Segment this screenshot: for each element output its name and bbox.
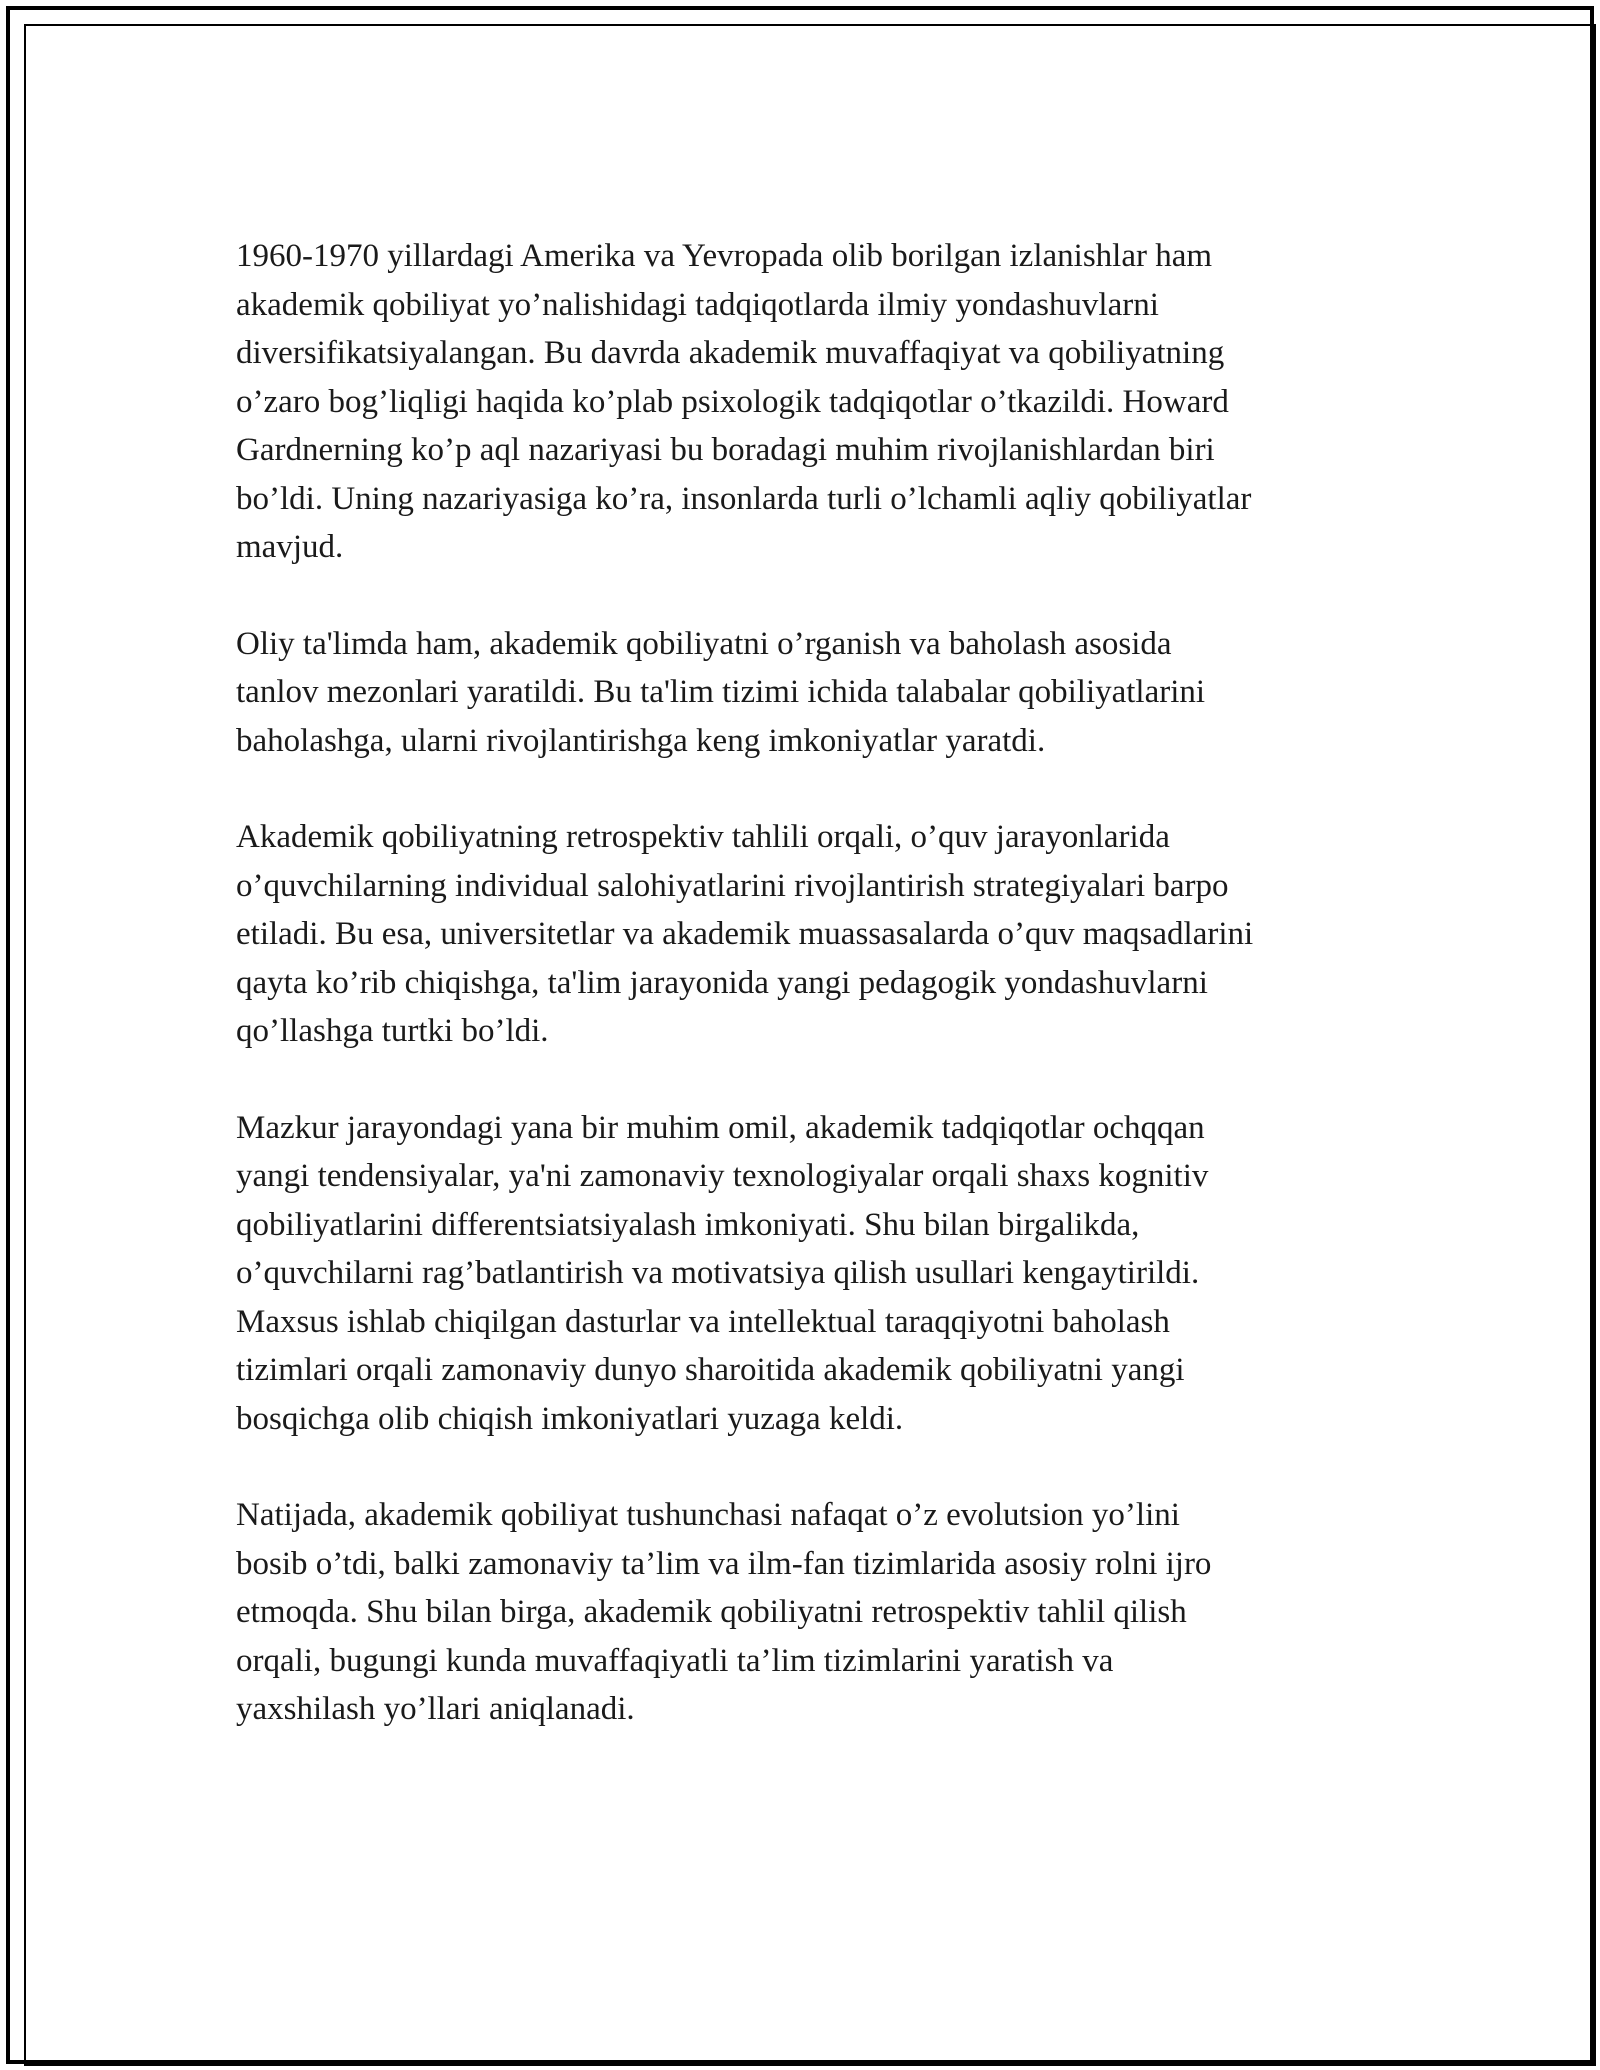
paragraph-2: Oliy ta'limda ham, akademik qobiliyatni o’rganish va baholash asosida tanlov mezonlari yaratildi. Bu ta'lim tizimi ichida talabalar qobiliyatlarini baholashga, ularni rivojlantirishga keng imkoniyatlar yaratdi. [236,625,1206,759]
paragraph-4: Mazkur jarayondagi yana bir muhim omil, akademik tadqiqotlar ochqqan yangi tendensiyalar, ya'ni zamonaviy texnologiyalar orqali shaxs kognitiv qobiliyatlarini differentsiatsiyalash imkoniyati. Shu bilan birgalikda, o’quvchilarni rag’batlantirish va motivatsiya qilish usullari kengaytirildi. Maxsus ishlab chiqilgan dasturlar va intellektual taraqqiyotni baholash tizimlari orqali zamonaviy dunyo sharoitida akademik qobiliyatni yangi bosqichga olib chiqish imkoniyatlari yuzaga keldi. [236,1109,1209,1437]
paragraph-5: Natijada, akademik qobiliyat tushunchasi nafaqat o’z evolutsion yo’lini bosib o’tdi, balki zamonaviy ta’lim va ilm-fan tizimlarida asosiy rolni ijro etmoqda. Shu bilan birga, akademik qobiliyatni retrospektiv tahlil qilish orqali, bugungi kunda muvaffaqiyatli ta’lim tizimlarini yaratish va yaxshilash yo’llari aniqlanadi. [236,1497,1212,1727]
paragraph-3: Akademik qobiliyatning retrospektiv tahlili orqali, o’quv jarayonlarida o’quvchilarning individual salohiyatlarini rivojlantirish strategiyalari barpo etiladi. Bu esa, universitetlar va akademik muassasalarda o’quv maqsadlarini qayta ko’rib chiqishga, ta'lim jarayonida yangi pedagogik yondashuvlarni qo’llashga turtki bo’ldi. [236,819,1254,1049]
paragraph-1: 1960-1970 yillardagi Amerika va Yevropada olib borilgan izlanishlar ham akademik qobiliyat yo’nalishidagi tadqiqotlarda ilmiy yondashuvlarni diversifikatsiyalangan. Bu davrda akademik muvaffaqiyat va qobiliyatning o’zaro bog’liqligi haqida ko’plab psixologik tadqiqotlar o’tkazildi. Howard Gardnerning ko’p aql nazariyasi bu boradagi muhim rivojlanishlardan biri bo’ldi. Uning nazariyasiga ko’ra, insonlarda turli o’lchamli aqliy qobiliyatlar mavjud. [236,238,1252,565]
document-body [236,232,1386,1782]
